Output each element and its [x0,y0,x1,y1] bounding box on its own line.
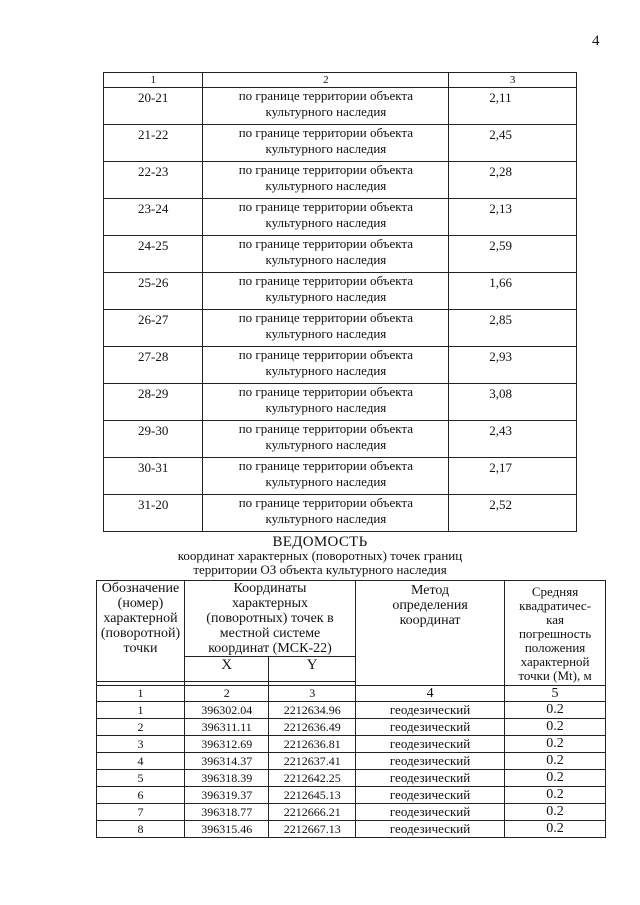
segment-cell: 26-27 [104,310,203,347]
y-coordinate-cell: 2212667.13 [269,821,356,838]
segment-cell: 21-22 [104,125,203,162]
coordinates-header [184,581,355,657]
description-line: по границе территории объекта [238,458,414,473]
header-line: погрешность [518,626,592,641]
table-row [104,421,577,458]
description-cell [203,310,449,347]
page-number: 4 [592,33,600,49]
table-row [97,787,606,804]
coordinates-table [96,580,606,838]
x-coordinate-cell: 396318.39 [184,770,268,787]
description-line: по границе территории объекта [238,347,414,362]
description-line: культурного наследия [265,474,387,489]
segment-cell: 23-24 [104,199,203,236]
header-line: характерной [520,654,590,669]
error-cell: 0.2 [505,753,606,770]
table-row [97,719,606,736]
length-cell: 2,11 [449,88,577,125]
header-line: квадратичес- [519,598,592,613]
table-row [104,88,577,125]
designation-header [97,581,185,682]
description-line: по границе территории объекта [238,273,414,288]
point-number-cell: 8 [97,821,185,838]
description-line: культурного наследия [265,104,387,119]
description-line: культурного наследия [265,400,387,415]
segment-cell: 30-31 [104,458,203,495]
error-cell: 0.2 [505,736,606,753]
length-cell: 2,59 [449,236,577,273]
header-line: (номер) [117,596,164,611]
segment-cell: 28-29 [104,384,203,421]
header-line: Средняя [531,584,579,599]
x-coordinate-cell: 396318.77 [184,804,268,821]
description-line: по границе территории объекта [238,384,414,399]
y-coordinate-cell: 2212642.25 [269,770,356,787]
description-cell [203,495,449,532]
length-cell: 2,93 [449,347,577,384]
description-cell [203,273,449,310]
table-header-row [104,73,577,88]
y-coordinate-cell: 2212636.49 [269,719,356,736]
table-row [104,162,577,199]
error-cell: 0.2 [505,702,606,719]
header-line: определения [392,598,468,613]
method-cell: геодезический [356,804,505,821]
length-cell: 2,28 [449,162,577,199]
y-coordinate-cell: 2212634.96 [269,702,356,719]
length-cell: 3,08 [449,384,577,421]
description-line: культурного наследия [265,363,387,378]
description-cell [203,421,449,458]
table-header-row [97,581,606,657]
point-number-cell: 1 [97,702,185,719]
table-row [104,495,577,532]
description-cell [203,458,449,495]
method-cell: геодезический [356,702,505,719]
header-line: точки [123,641,158,656]
table-row [97,770,606,787]
description-line: культурного наследия [265,178,387,193]
x-coordinate-cell: 396311.11 [184,719,268,736]
description-cell [203,236,449,273]
header-line: координат [399,613,461,628]
segment-cell: 20-21 [104,88,203,125]
method-cell: геодезический [356,787,505,804]
y-coordinate-cell: 2212636.81 [269,736,356,753]
header-line: Координаты [233,581,307,596]
table-row [104,236,577,273]
column-number: 2 [184,686,268,702]
column-number-row [97,686,606,702]
table-row [97,753,606,770]
method-cell: геодезический [356,753,505,770]
length-cell: 1,66 [449,273,577,310]
point-number-cell: 4 [97,753,185,770]
segment-cell: 24-25 [104,236,203,273]
table-row [97,736,606,753]
method-cell: геодезический [356,719,505,736]
description-line: культурного наследия [265,215,387,230]
point-number-cell: 5 [97,770,185,787]
table-row [97,821,606,838]
segment-cell: 27-28 [104,347,203,384]
error-cell: 0.2 [505,719,606,736]
error-cell: 0.2 [505,770,606,787]
header-line: (поворотной) [100,626,181,641]
description-line: по границе территории объекта [238,495,414,510]
header-line: характерной [103,611,178,626]
point-number-cell: 6 [97,787,185,804]
table-row [104,125,577,162]
method-cell: геодезический [356,770,505,787]
length-cell: 2,45 [449,125,577,162]
segment-cell: 29-30 [104,421,203,458]
point-number-cell: 2 [97,719,185,736]
error-header [505,581,606,686]
table-row [97,702,606,719]
description-line: по границе территории объекта [238,162,414,177]
description-line: по границе территории объекта [238,125,414,140]
header-line: точки (Mt), м [518,668,592,683]
column-number: 4 [356,686,505,702]
x-header: X [184,657,268,682]
header-line: (поворотных) точек в [206,611,334,626]
y-coordinate-cell: 2212645.13 [269,787,356,804]
column-number: 5 [505,686,606,702]
description-line: культурного наследия [265,252,387,267]
description-line: по границе территории объекта [238,88,414,103]
statement-subtitle-line: координат характерных (поворотных) точек границ [177,548,463,563]
description-line: культурного наследия [265,141,387,156]
x-coordinate-cell: 396312.69 [184,736,268,753]
header-line: Метод [410,583,450,598]
table-row [104,273,577,310]
segment-cell: 31-20 [104,495,203,532]
description-line: культурного наследия [265,511,387,526]
header-line: местной системе [219,626,321,641]
length-cell: 2,52 [449,495,577,532]
description-cell [203,384,449,421]
length-cell: 2,85 [449,310,577,347]
description-line: по границе территории объекта [238,421,414,436]
method-header [356,581,505,686]
y-coordinate-cell: 2212637.41 [269,753,356,770]
table-row [104,199,577,236]
segment-cell: 25-26 [104,273,203,310]
y-header: Y [269,657,356,682]
description-line: культурного наследия [265,289,387,304]
x-coordinate-cell: 396319.37 [184,787,268,804]
table-row [104,310,577,347]
y-coordinate-cell: 2212666.21 [269,804,356,821]
x-coordinate-cell: 396302.04 [184,702,268,719]
description-line: по границе территории объекта [238,199,414,214]
method-cell: геодезический [356,821,505,838]
statement-subtitle-line: территории ОЗ объекта культурного наследия [193,562,447,577]
column-header: 1 [104,73,203,88]
description-cell [203,88,449,125]
length-cell: 2,13 [449,199,577,236]
length-cell: 2,43 [449,421,577,458]
column-header: 3 [449,73,577,88]
header-line: кая [546,612,564,627]
header-line: координат (МСК-22) [208,641,332,656]
error-cell: 0.2 [505,804,606,821]
table-row [104,384,577,421]
segment-cell: 22-23 [104,162,203,199]
description-line: культурного наследия [265,437,387,452]
x-coordinate-cell: 396315.46 [184,821,268,838]
table-row [97,804,606,821]
table-row [104,347,577,384]
x-coordinate-cell: 396314.37 [184,753,268,770]
statement-title: ВЕДОМОСТЬ [272,534,368,550]
description-line: по границе территории объекта [238,310,414,325]
method-cell: геодезический [356,736,505,753]
length-cell: 2,17 [449,458,577,495]
column-number: 3 [269,686,356,702]
point-number-cell: 3 [97,736,185,753]
column-number: 1 [97,686,185,702]
description-cell [203,162,449,199]
description-cell [203,347,449,384]
header-line: Обозначение [101,581,180,596]
description-cell [203,125,449,162]
header-line: характерных [231,596,309,611]
column-header: 2 [203,73,449,88]
description-line: по границе территории объекта [238,236,414,251]
header-line: положения [524,640,586,655]
table-row [104,458,577,495]
error-cell: 0.2 [505,787,606,804]
description-cell [203,199,449,236]
description-line: культурного наследия [265,326,387,341]
error-cell: 0.2 [505,821,606,838]
statement-subtitle [0,549,640,577]
boundary-segments-table [103,72,577,532]
point-number-cell: 7 [97,804,185,821]
